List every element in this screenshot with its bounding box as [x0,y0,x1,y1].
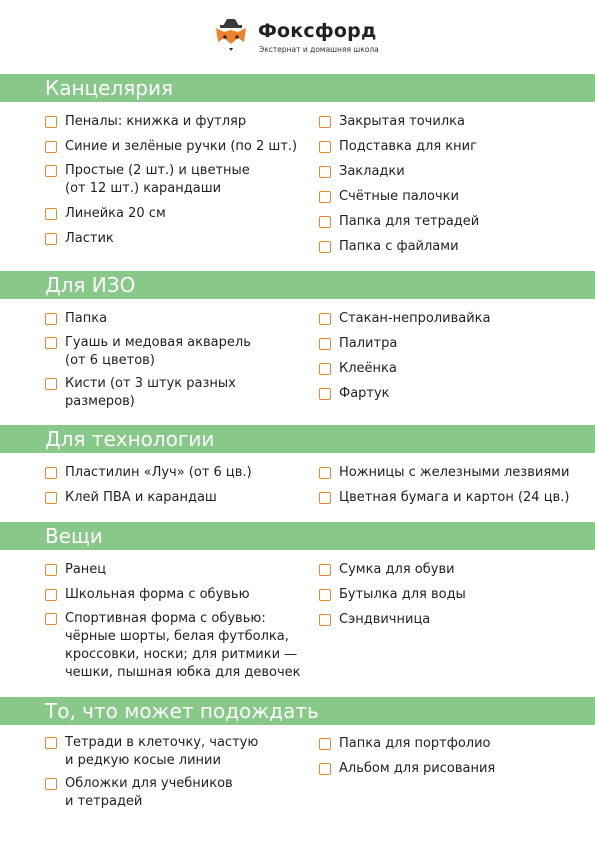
section-header [0,271,595,299]
checkbox[interactable] [319,191,331,203]
checklist-item-label: Клей ПВА и карандаш [65,490,217,505]
checklist-item-label: Пластилин «Луч» (от 6 цв.) [65,465,252,480]
checklist-item-label: Папка для портфолио [339,736,491,751]
checklist-item-label: Папка с файлами [339,239,459,254]
checkbox[interactable] [319,141,331,153]
checklist-item-label: Альбом для рисования [339,761,496,776]
checklist-item-label: Сумка для обуви [339,562,455,577]
checklist-item-label: Стакан-непроливайка [339,311,491,326]
checkbox[interactable] [45,208,57,220]
checkbox[interactable] [45,141,57,153]
checklist-item-label: Пеналы: книжка и футляр [65,114,247,129]
checklist-item-label: Подставка для книг [339,139,477,154]
section-header [0,74,595,102]
checklist-item-label: Спортивная форма с обувью: чёрные шорты, белая футболка, кроссовки, носки; для ритмики — чешки, пышная юбка для девочек [65,611,301,680]
checklist-item-label: Закрытая точилка [339,114,465,129]
brand-name: Фоксфорд [258,20,377,42]
checkbox[interactable] [319,116,331,128]
checkbox[interactable] [319,763,331,775]
section-header [0,425,595,453]
section-title: Для технологии [45,427,215,451]
page-header [0,14,595,62]
checklist-item-label: Синие и зелёные ручки (по 2 шт.) [65,139,298,154]
checkbox[interactable] [45,116,57,128]
checklist-item-label: Фартук [339,386,390,401]
checkbox[interactable] [45,564,57,576]
checkbox[interactable] [45,589,57,601]
checklist-item-label: Цветная бумага и картон (24 цв.) [339,490,570,505]
checklist-item-label: Ластик [65,231,114,246]
checkbox[interactable] [319,467,331,479]
checklist-item-label: Линейка 20 см [65,206,166,221]
checklist-item-label: Клеёнка [339,361,397,376]
checklist-item-label: Обложки для учебников и тетрадей [65,776,233,809]
section-title: Вещи [45,524,103,548]
checklist-item-label: Счётные палочки [339,189,459,204]
checkbox[interactable] [45,233,57,245]
checklist-item-label: Бутылка для воды [339,587,466,602]
checklist-item-label: Гуашь и медовая акварель (от 6 цветов) [65,335,251,368]
checkbox[interactable] [45,467,57,479]
checklist-item-label: Сэндвичница [339,612,431,627]
checkbox[interactable] [319,614,331,626]
section-header [0,522,595,550]
checkbox[interactable] [319,589,331,601]
checkbox[interactable] [45,313,57,325]
section-title: То, что может подождать [45,699,319,723]
checklist-item-label: Папка для тетрадей [339,214,480,229]
section-title: Для ИЗО [45,273,136,297]
checklist-item-label: Простые (2 шт.) и цветные (от 12 шт.) карандаши [65,163,250,196]
checklist-item-label: Ножницы с железными лезвиями [339,465,570,480]
checkbox[interactable] [319,241,331,253]
checkbox[interactable] [319,313,331,325]
checkbox[interactable] [45,737,57,749]
checkbox[interactable] [319,338,331,350]
checklist-item-label: Школьная форма с обувью [65,587,250,602]
checkbox[interactable] [45,492,57,504]
brand-tagline: Экстернат и домашняя школа [259,45,379,54]
checklist-item-label: Ранец [65,562,107,577]
checkbox[interactable] [319,738,331,750]
checkbox[interactable] [45,165,57,177]
fox-logo-icon [214,18,248,56]
checklist-item-label: Кисти (от 3 штук разных размеров) [65,376,236,409]
section-header [0,697,595,725]
checklist-item-label: Тетради в клеточку, частую и редкую косые линии [65,735,259,768]
checkbox[interactable] [319,388,331,400]
checkbox[interactable] [45,778,57,790]
checkbox[interactable] [45,613,57,625]
checklist-item-label: Палитра [339,336,398,351]
checklist-item-label: Закладки [339,164,405,179]
checkbox[interactable] [319,216,331,228]
checkbox[interactable] [319,564,331,576]
checkbox[interactable] [45,378,57,390]
checkbox[interactable] [319,166,331,178]
checklist-item-label: Папка [65,311,108,326]
checkbox[interactable] [319,363,331,375]
section-title: Канцелярия [45,76,173,100]
checkbox[interactable] [319,492,331,504]
checkbox[interactable] [45,337,57,349]
